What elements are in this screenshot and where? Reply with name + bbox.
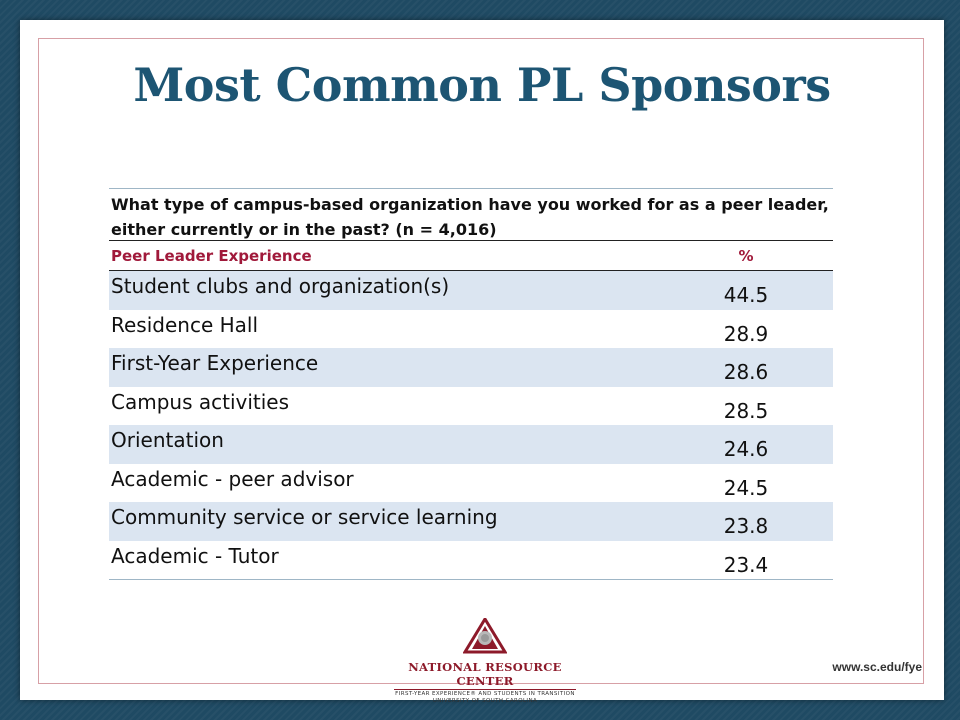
row-value: 28.6 bbox=[723, 360, 769, 385]
row-label: First-Year Experience bbox=[111, 351, 319, 376]
row-label: Community service or service learning bbox=[111, 505, 498, 530]
row-value: 24.5 bbox=[723, 475, 769, 500]
nrc-emblem-icon bbox=[463, 618, 507, 654]
table-row bbox=[109, 387, 833, 426]
table-row bbox=[109, 271, 833, 310]
table-row bbox=[109, 348, 833, 387]
table-row bbox=[109, 464, 833, 503]
table-row bbox=[109, 310, 833, 349]
nrc-logo bbox=[380, 618, 590, 704]
website-link[interactable]: www.sc.edu/fye bbox=[832, 660, 922, 674]
row-label: Student clubs and organization(s) bbox=[111, 274, 450, 299]
table-row bbox=[109, 502, 833, 541]
row-value: 44.5 bbox=[723, 283, 769, 308]
row-value: 28.5 bbox=[723, 398, 769, 423]
table-header-row bbox=[109, 241, 833, 271]
row-value: 23.4 bbox=[723, 552, 769, 577]
data-table bbox=[109, 188, 833, 580]
logo-subtitle: FIRST-YEAR EXPERIENCE® AND STUDENTS IN TRANSITION bbox=[395, 691, 575, 697]
row-value: 28.9 bbox=[723, 321, 769, 346]
header-percent: % bbox=[738, 246, 754, 265]
row-value: 24.6 bbox=[723, 437, 769, 462]
header-label: Peer Leader Experience bbox=[111, 246, 312, 265]
logo-divider bbox=[394, 689, 576, 690]
row-value: 23.8 bbox=[723, 514, 769, 539]
row-label: Academic - peer advisor bbox=[111, 466, 354, 491]
logo-name: NATIONAL RESOURCE CENTER bbox=[408, 660, 562, 688]
table-question: What type of campus-based organization have you worked for as a peer leader, either currently or in the past? (n = 4,016) bbox=[109, 188, 833, 241]
slide-title: Most Common PL Sponsors bbox=[133, 58, 831, 112]
row-label: Residence Hall bbox=[111, 312, 259, 337]
table-row bbox=[109, 425, 833, 464]
slide bbox=[20, 20, 944, 704]
table-row bbox=[109, 541, 833, 581]
row-label: Academic - Tutor bbox=[111, 543, 279, 568]
row-label: Orientation bbox=[111, 428, 224, 453]
row-label: Campus activities bbox=[111, 389, 290, 414]
logo-university: UNIVERSITY OF SOUTH CAROLINA bbox=[432, 698, 538, 704]
